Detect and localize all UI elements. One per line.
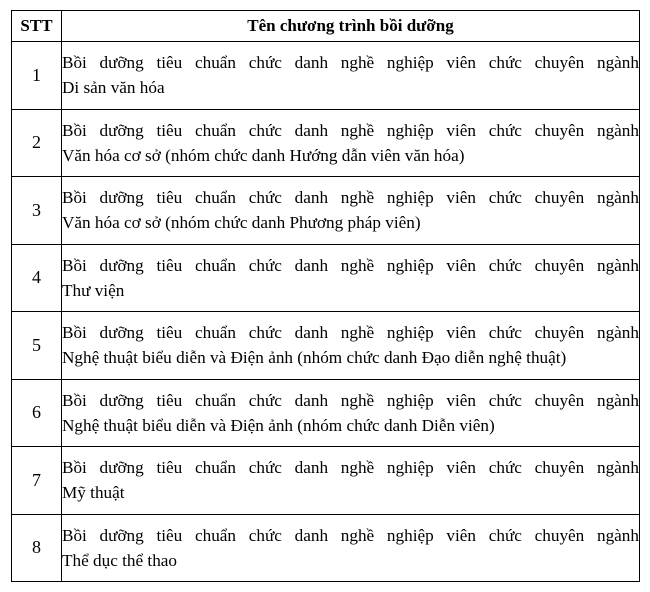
program-name-line1: Bồi dưỡng tiêu chuẩn chức danh nghề nghiệp viên chức chuyên ngành <box>62 188 639 208</box>
table-body <box>12 42 640 582</box>
program-name-line2: Thể dục thể thao <box>62 550 178 570</box>
program-name-line1: Bồi dưỡng tiêu chuẩn chức danh nghề nghiệp viên chức chuyên ngành <box>62 390 639 410</box>
program-name-line2: Văn hóa cơ sở (nhóm chức danh Phương pháp viên) <box>62 213 421 233</box>
table-header <box>12 11 640 42</box>
table-row <box>12 244 640 312</box>
stt-cell: 2 <box>12 109 62 177</box>
program-name-line1: Bồi dưỡng tiêu chuẩn chức danh nghề nghiệp viên chức chuyên ngành <box>62 53 639 73</box>
program-name-line1: Bồi dưỡng tiêu chuẩn chức danh nghề nghiệp viên chức chuyên ngành <box>62 120 639 140</box>
program-name-line1: Bồi dưỡng tiêu chuẩn chức danh nghề nghiệp viên chức chuyên ngành <box>62 525 639 545</box>
program-name-cell <box>62 514 640 582</box>
training-program-table <box>11 10 640 582</box>
header-stt: STT <box>12 11 62 42</box>
stt-cell: 5 <box>12 312 62 380</box>
program-name-line2: Thư viện <box>62 280 125 300</box>
program-name-line2: Mỹ thuật <box>62 483 125 503</box>
header-program-name: Tên chương trình bồi dưỡng <box>62 11 640 42</box>
table-row <box>12 109 640 177</box>
program-name-cell <box>62 42 640 110</box>
program-name-line2: Di sản văn hóa <box>62 78 165 98</box>
program-name-cell <box>62 379 640 447</box>
program-name-cell <box>62 312 640 380</box>
table-row <box>12 177 640 245</box>
header-row <box>12 11 640 42</box>
program-name-cell <box>62 109 640 177</box>
program-name-line1: Bồi dưỡng tiêu chuẩn chức danh nghề nghiệp viên chức chuyên ngành <box>62 255 639 275</box>
program-name-cell <box>62 244 640 312</box>
stt-cell: 4 <box>12 244 62 312</box>
table-row <box>12 379 640 447</box>
table-row <box>12 514 640 582</box>
program-name-line2: Nghệ thuật biểu diễn và Điện ảnh (nhóm chức danh Đạo diễn nghệ thuật) <box>62 348 567 368</box>
stt-cell: 1 <box>12 42 62 110</box>
table-row <box>12 42 640 110</box>
program-name-line1: Bồi dưỡng tiêu chuẩn chức danh nghề nghiệp viên chức chuyên ngành <box>62 323 639 343</box>
stt-cell: 6 <box>12 379 62 447</box>
program-name-cell <box>62 177 640 245</box>
stt-cell: 3 <box>12 177 62 245</box>
stt-cell: 7 <box>12 447 62 515</box>
program-name-line2: Nghệ thuật biểu diễn và Điện ảnh (nhóm chức danh Diễn viên) <box>62 415 495 435</box>
program-name-cell <box>62 447 640 515</box>
program-name-line2: Văn hóa cơ sở (nhóm chức danh Hướng dẫn viên văn hóa) <box>62 145 465 165</box>
table-row <box>12 447 640 515</box>
stt-cell: 8 <box>12 514 62 582</box>
program-name-line1: Bồi dưỡng tiêu chuẩn chức danh nghề nghiệp viên chức chuyên ngành <box>62 458 639 478</box>
table-row <box>12 312 640 380</box>
